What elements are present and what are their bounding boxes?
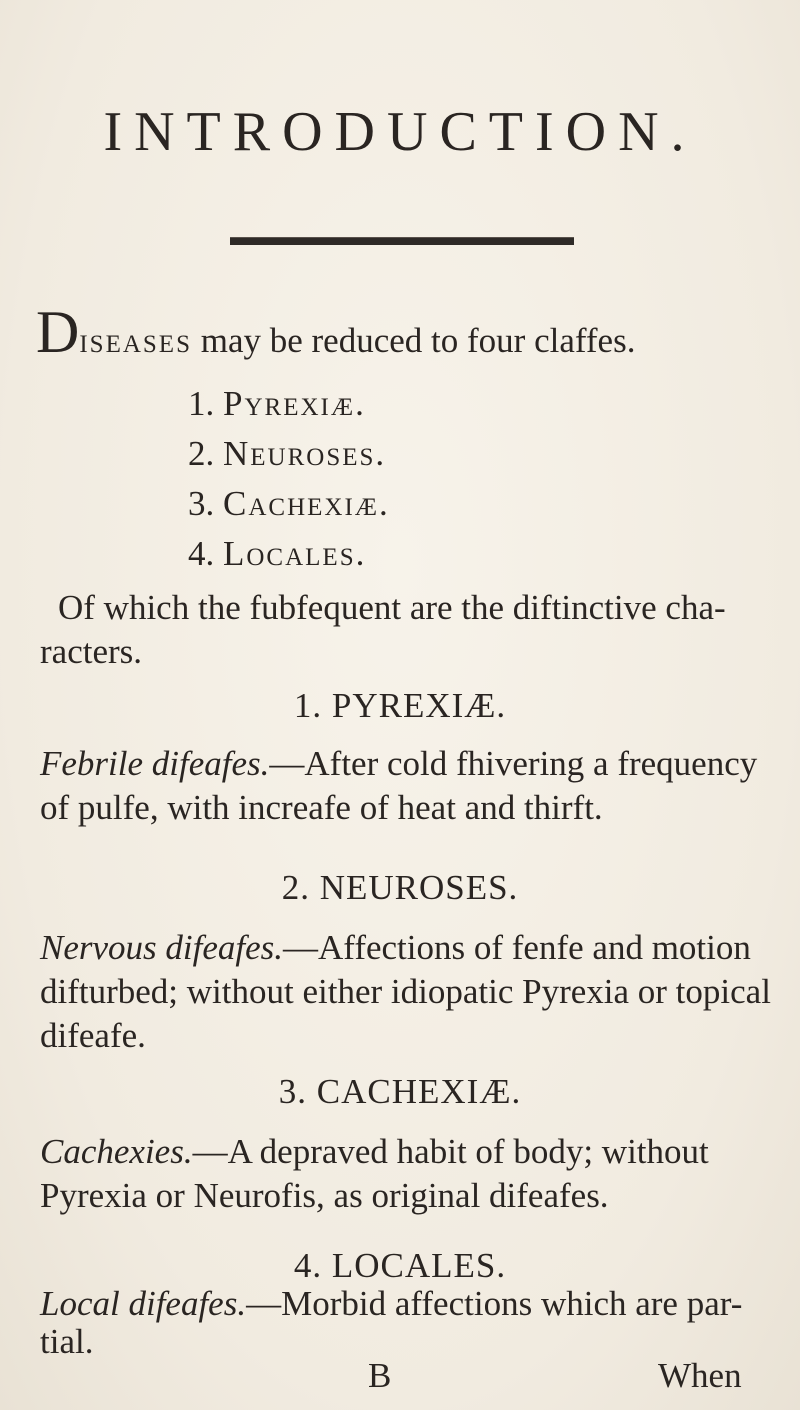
section-text-line: Cachexies.—A depraved habit of body; without (40, 1132, 709, 1171)
title-rule (230, 237, 574, 245)
section-text-line: Local difeafes.—Morbid affections which are par- (40, 1284, 743, 1323)
page-title: INTRODUCTION. (103, 101, 697, 163)
drop-cap: D (36, 299, 80, 365)
list-item: 2. Neuroses. (188, 434, 387, 473)
section-term: Febrile difeafes. (40, 744, 270, 783)
section-term: Local difeafes. (40, 1284, 247, 1323)
list-item: 3. Cachexiæ. (188, 484, 390, 523)
section-heading-pyrexiae: 1. PYREXIÆ. (293, 686, 507, 725)
section-text-line: difturbed; without either idiopatic Pyrexia or topical (40, 972, 771, 1011)
section-text-line: of pulfe, with increafe of heat and thirft. (40, 788, 603, 827)
section-term: Nervous difeafes. (40, 928, 284, 967)
section-text-line: Pyrexia or Neurofis, as original difeafes. (40, 1176, 609, 1215)
class-list (188, 379, 390, 579)
intro-text: may be reduced to four claffes. (191, 321, 636, 360)
section-heading-locales: 4. LOCALES. (293, 1246, 507, 1285)
list-item: 4. Locales. (188, 534, 367, 573)
section-text-line: Nervous difeafes.—Affections of fenfe and motion (40, 928, 751, 967)
section-term: Cachexies. (40, 1132, 193, 1171)
section-text-line: tial. (40, 1322, 94, 1361)
signature-mark: B (368, 1356, 392, 1395)
list-item: 1. Pyrexiæ. (188, 384, 366, 423)
section-text-line: difeafe. (40, 1016, 146, 1055)
catchword: When (658, 1356, 742, 1395)
section-text-line: Febrile difeafes.—After cold fhivering a frequency (40, 744, 758, 783)
characters-line2: racters. (40, 632, 143, 671)
section-heading-cachexiae: 3. CACHEXIÆ. (278, 1072, 522, 1111)
intro-paragraph (36, 299, 776, 367)
intro-smallcaps: iseases (79, 321, 192, 360)
characters-line1: Of which the fubfequent are the diftinctive cha- (58, 588, 726, 627)
section-heading-neuroses: 2. NEUROSES. (281, 868, 519, 907)
